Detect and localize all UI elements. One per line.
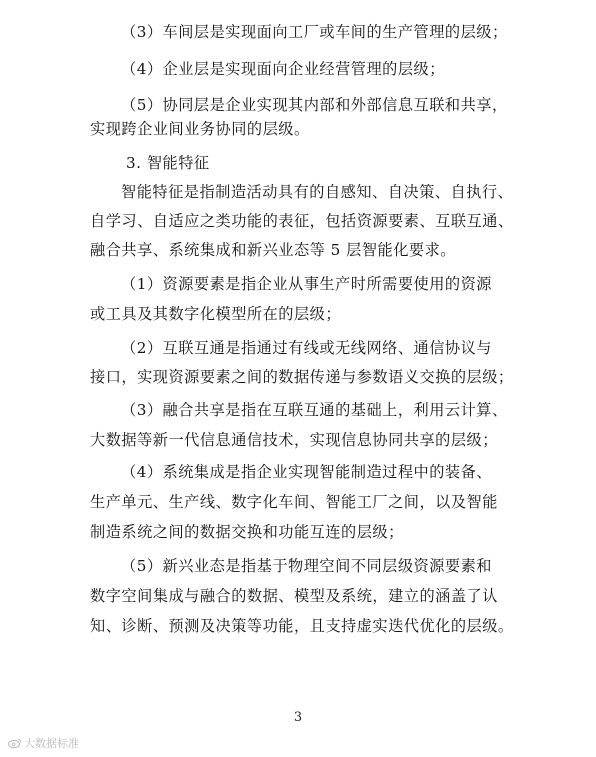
page-number: 3 — [293, 710, 303, 725]
paragraph-collaboration-layer-line1: （5）协同层是企业实现其内部和外部信息互联和共享， — [121, 96, 508, 114]
section-heading-intelligent-features: 3. 智能特征 — [126, 154, 210, 172]
paragraph-interconnection-line2: 接口，实现资源要素之间的数据传递与参数语义交换的层级； — [90, 368, 514, 386]
paragraph-system-integration-line2: 生产单元、生产线、数字化车间、智能工厂之间，以及智能 — [90, 493, 498, 511]
paragraph-system-integration-line3: 制造系统之间的数据交换和功能互连的层级； — [90, 523, 404, 541]
paragraph-new-business-line2: 数字空间集成与融合的数据、模型及系统，建立的涵盖了认 — [90, 587, 498, 605]
paragraph-resource-elements-line1: （1）资源要素是指企业从事生产时所需要使用的资源 — [121, 275, 492, 293]
paragraph-resource-elements-line2: 或工具及其数字化模型所在的层级； — [90, 305, 341, 323]
paragraph-new-business-line1: （5）新兴业态是指基于物理空间不同层级资源要素和 — [121, 557, 492, 575]
paragraph-enterprise-layer: （4）企业层是实现面向企业经营管理的层级； — [121, 60, 445, 78]
intro-paragraph-line2: 自学习、自适应之类功能的表征，包括资源要素、互联互通、 — [90, 212, 514, 230]
paragraph-new-business-line3: 知、诊断、预测及决策等功能，且支持虚实迭代优化的层级。 — [90, 617, 514, 635]
paragraph-interconnection-line1: （2）互联互通是指通过有线或无线网络、通信协议与 — [121, 339, 492, 357]
weibo-logo-icon — [8, 738, 22, 748]
paragraph-collaboration-layer-line2: 实现跨企业间业务协同的层级。 — [90, 120, 310, 138]
paragraph-fusion-sharing-line2: 大数据等新一代信息通信技术，实现信息协同共享的层级； — [90, 431, 498, 449]
watermark-text: 大数据标准 — [24, 737, 79, 750]
paragraph-workshop-layer: （3）车间层是实现面向工厂或车间的生产管理的层级； — [121, 23, 508, 41]
watermark — [8, 735, 79, 751]
intro-paragraph-line3: 融合共享、系统集成和新兴业态等 5 层智能化要求。 — [90, 241, 456, 259]
paragraph-fusion-sharing-line1: （3）融合共享是指在互联互通的基础上，利用云计算、 — [121, 401, 508, 419]
intro-paragraph-line1: 智能特征是指制造活动具有的自感知、自决策、自执行、 — [121, 183, 514, 201]
paragraph-system-integration-line1: （4）系统集成是指企业实现智能制造过程中的装备、 — [121, 463, 492, 481]
